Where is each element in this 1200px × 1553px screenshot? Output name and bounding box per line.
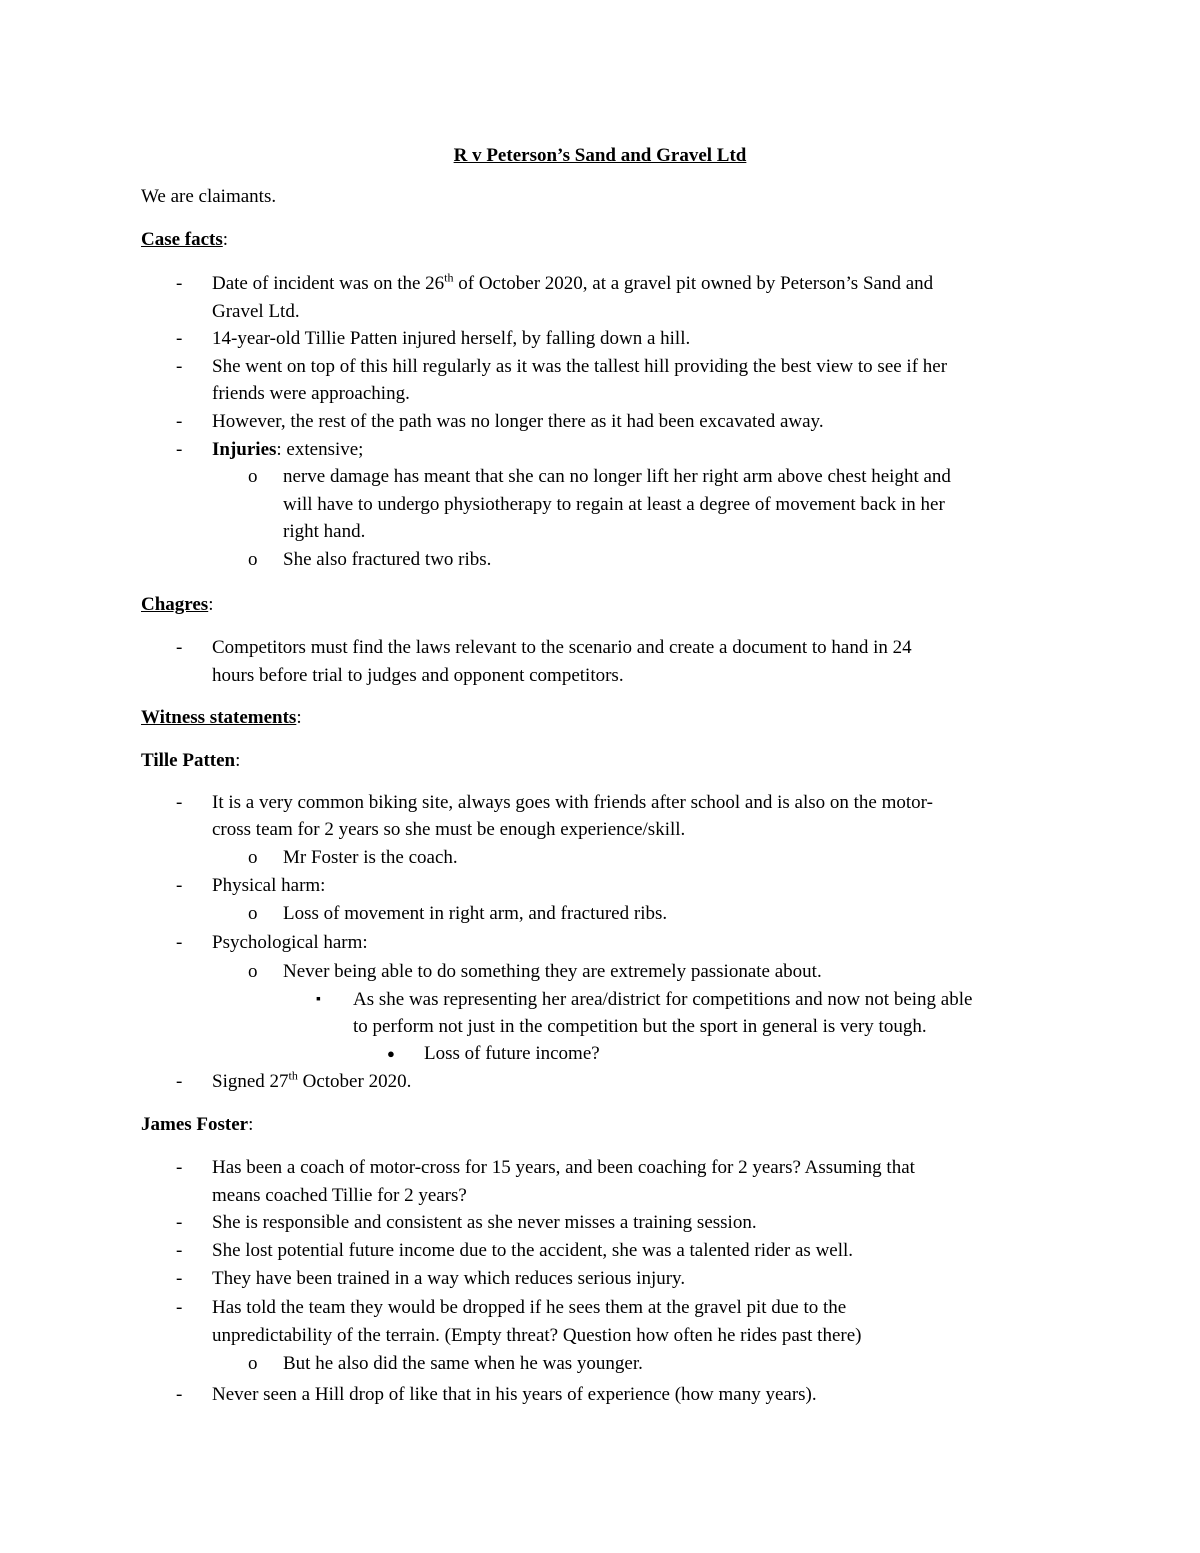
list-item: It is a very common biking site, always goes with friends after school and is also on the motor- <box>212 792 933 813</box>
sub-list-item: But he also did the same when he was younger. <box>283 1353 643 1374</box>
dash-bullet: - <box>176 356 183 377</box>
case-facts-heading-text: Case facts <box>141 229 223 250</box>
list-item: She went on top of this hill regularly as it was the tallest hill providing the best view to see if her <box>212 356 948 377</box>
list-item: Never seen a Hill drop of like that in his years of experience (how many years). <box>212 1384 817 1405</box>
sub-list-item-continuation: right hand. <box>283 521 366 542</box>
dash-bullet: - <box>176 411 183 432</box>
list-item: She lost potential future income due to the accident, she was a talented rider as well. <box>212 1240 854 1261</box>
list-item-continuation: friends were approaching. <box>212 383 410 404</box>
list-item-text: : extensive; <box>276 439 364 460</box>
list-item: Has told the team they would be dropped if he sees them at the gravel pit due to the <box>212 1297 847 1318</box>
dash-bullet: - <box>176 1071 183 1092</box>
document-title: R v Peterson’s Sand and Gravel Ltd <box>453 145 747 166</box>
list-item: Has been a coach of motor-cross for 15 years, and been coaching for 2 years? Assuming that <box>212 1157 915 1178</box>
circle-bullet: o <box>248 549 258 570</box>
list-item-continuation: hours before trial to judges and opponent competitors. <box>212 665 624 686</box>
list-item-continuation: cross team for 2 years so she must be enough experience/skill. <box>212 819 686 840</box>
list-item: They have been trained in a way which reduces serious injury. <box>212 1268 686 1289</box>
list-item <box>212 436 363 464</box>
list-item-text: of October 2020, at a gravel pit owned by Peterson’s Sand and <box>453 273 934 294</box>
dash-bullet: - <box>176 1384 183 1405</box>
charges-heading-text: Chagres <box>141 594 209 615</box>
list-item: She is responsible and consistent as she never misses a training session. <box>212 1212 757 1233</box>
list-item: Psychological harm: <box>212 932 368 953</box>
list-item-continuation: unpredictability of the terrain. (Empty threat? Question how often he rides past there) <box>212 1325 862 1346</box>
dash-bullet: - <box>176 637 183 658</box>
list-item-continuation: means coached Tillie for 2 years? <box>212 1185 467 1206</box>
list-item <box>212 1068 411 1096</box>
dash-bullet: - <box>176 1240 183 1261</box>
ordinal-suffix: th <box>288 1068 298 1083</box>
witness-heading: Witness statements: <box>141 707 302 728</box>
list-item-text: Signed 27 <box>212 1071 289 1092</box>
circle-bullet: o <box>248 903 258 924</box>
list-item: 14-year-old Tillie Patten injured herself, by falling down a hill. <box>212 328 691 349</box>
dash-bullet: - <box>176 875 183 896</box>
list-item-text: October 2020. <box>297 1071 412 1092</box>
case-facts-heading: Case facts: <box>141 229 229 250</box>
injuries-label: Injuries <box>212 439 277 460</box>
sub-list-item-continuation: will have to undergo physiotherapy to regain at least a degree of movement back in her <box>283 494 945 515</box>
sub-sub-list-item: As she was representing her area/district for competitions and now not being able <box>353 989 973 1010</box>
square-bullet: ▪ <box>316 992 321 1007</box>
dash-bullet: - <box>176 1212 183 1233</box>
ordinal-suffix: th <box>444 270 454 285</box>
list-item <box>212 270 933 298</box>
sub-list-item: Mr Foster is the coach. <box>283 847 458 868</box>
sub-sub-list-item-continuation: to perform not just in the competition but the sport in general is very tough. <box>353 1016 927 1037</box>
james-heading: James Foster: <box>141 1114 254 1135</box>
sub-list-item: She also fractured two ribs. <box>283 549 492 570</box>
dash-bullet: - <box>176 439 183 460</box>
dot-bullet: ● <box>387 1046 395 1061</box>
intro-text: We are claimants. <box>141 186 277 207</box>
dash-bullet: - <box>176 932 183 953</box>
tillie-heading: Tille Patten: <box>141 750 241 771</box>
circle-bullet: o <box>248 466 258 487</box>
tillie-name: Tille Patten <box>141 750 236 771</box>
list-item-text: Date of incident was on the 26 <box>212 273 445 294</box>
james-name: James Foster <box>141 1114 249 1135</box>
circle-bullet: o <box>248 847 258 868</box>
level-four-list-item: Loss of future income? <box>424 1043 600 1064</box>
list-item: Physical harm: <box>212 875 326 896</box>
sub-list-item: Never being able to do something they are extremely passionate about. <box>283 961 822 982</box>
charges-heading: Chagres: <box>141 594 214 615</box>
dash-bullet: - <box>176 273 183 294</box>
circle-bullet: o <box>248 961 258 982</box>
dash-bullet: - <box>176 1268 183 1289</box>
witness-heading-text: Witness statements <box>141 707 297 728</box>
sub-list-item: Loss of movement in right arm, and fractured ribs. <box>283 903 668 924</box>
list-item: Competitors must find the laws relevant to the scenario and create a document to hand in 24 <box>212 637 912 658</box>
dash-bullet: - <box>176 1157 183 1178</box>
sub-list-item: nerve damage has meant that she can no longer lift her right arm above chest height and <box>283 466 951 487</box>
dash-bullet: - <box>176 328 183 349</box>
list-item-continuation: Gravel Ltd. <box>212 301 300 322</box>
dash-bullet: - <box>176 792 183 813</box>
list-item: However, the rest of the path was no longer there as it had been excavated away. <box>212 411 824 432</box>
circle-bullet: o <box>248 1353 258 1374</box>
dash-bullet: - <box>176 1297 183 1318</box>
